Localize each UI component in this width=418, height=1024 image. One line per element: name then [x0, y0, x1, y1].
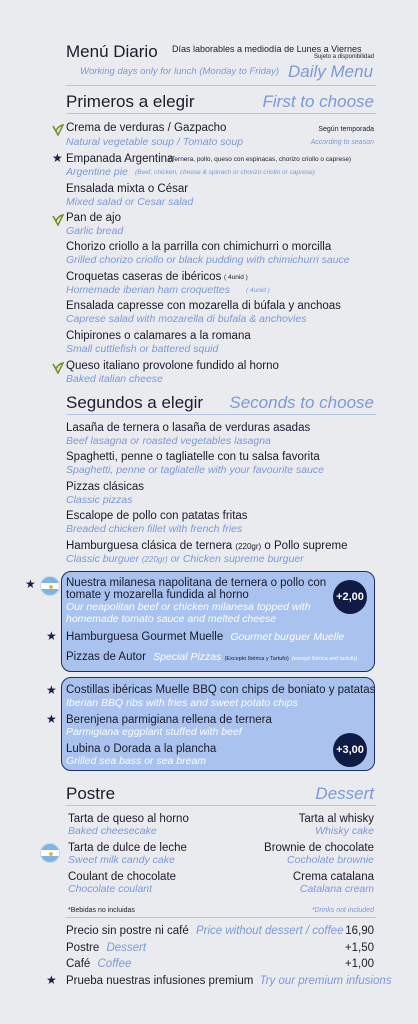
segundos-item-name: Lasaña de ternera o lasaña de verduras asadas [66, 422, 311, 434]
gourmet-burger-en: Gourmet burguer Muelle [230, 631, 345, 643]
special-pizza-en: Special Pizzas [153, 651, 222, 663]
primeros-item-name: Ensalada mixta o César [66, 183, 189, 195]
drinks-note-es: *Bebidas no incluidas [68, 907, 135, 914]
primeros-item-name: Chipirones o calamares a la romana [66, 330, 251, 342]
primeros-item-en: Garlic bread [66, 225, 124, 237]
box2-line2: Berenjena parmigiana rellena de ternera [66, 714, 272, 726]
box1-en2: homemade tomato sauce and melted cheese [66, 613, 277, 625]
dessert-left-en: Sweet milk candy cake [68, 854, 175, 866]
primeros-item-en: Small cuttlefish or battered squid [66, 343, 219, 355]
pizza-exception-es: (Excepto Ibérica y Tartufo) [224, 656, 289, 662]
segundos-title-en: Seconds to choose [229, 393, 374, 412]
vegetarian-icon [52, 214, 64, 226]
burger-weight: (220gr) [235, 542, 262, 551]
vegetarian-icon [52, 362, 64, 374]
segundos-item-en: Spaghetti, penne or tagliatelle with your favourite sauce [66, 464, 324, 476]
primeros-item-note-en: According to season [310, 139, 374, 146]
dessert-right-en: Whisky cake [315, 825, 374, 837]
price-row [66, 925, 344, 937]
price-value: +1,50 [344, 942, 374, 954]
menu-subtitle-es: Días laborables a mediodía de Lunes a Viernes [172, 44, 362, 54]
availability-note: Sujeto a disponibilidad [313, 54, 374, 60]
price-row [66, 942, 146, 954]
primeros-item-name: Croquetas caseras de ibéricos [66, 271, 222, 283]
primeros-item-en: Caprese salad with mozarella di bufala & anchovies [66, 313, 307, 325]
header-divider [66, 85, 376, 86]
special-pizza-es: Pizzas de Autor [66, 651, 146, 663]
infusions-row [66, 975, 392, 987]
primeros-title-en: First to choose [262, 92, 374, 111]
primeros-item-detail: (Ternera, pollo, queso con espinacas, chorizo criollo o caprese) [169, 156, 352, 163]
drinks-note-en: *Drinks not included [311, 907, 374, 914]
vegetarian-icon [52, 124, 64, 136]
box2-en1: Iberian BBQ ribs with fries and sweet potato chips [66, 697, 298, 709]
infusions-es: Prueba nuestras infusiones premium [66, 975, 254, 987]
segundos-item-name: Spaghetti, penne o tagliatelle con tu salsa favorita [66, 451, 320, 463]
menu-title-es: Menú Diario [66, 42, 158, 61]
postre-divider [66, 805, 376, 806]
burger-weight-en: (220gr) [141, 555, 168, 564]
price-value: +1,00 [344, 958, 374, 970]
star-icon: ★ [25, 577, 36, 591]
price-label-es: Café [66, 958, 91, 970]
primeros-item-en: Baked italian cheese [66, 373, 163, 385]
dessert-left-en: Chocolate coulant [68, 883, 153, 895]
price-value: 16,90 [345, 925, 374, 937]
price-label-en: Dessert [106, 942, 147, 954]
primeros-item-detail: ( 4unid ) [224, 274, 248, 281]
infusions-en: Try our premium infusions [259, 975, 392, 987]
segundos-item-en [66, 553, 304, 565]
primeros-item-en: Homemade iberian ham croquettes [66, 284, 231, 296]
star-icon: ★ [46, 629, 57, 643]
primeros-item-en: Natural vegetable soup / Tomato soup [66, 136, 244, 148]
price-badge-3: +3,00 [333, 733, 367, 767]
primeros-item-name: Chorizo criollo a la parrilla con chimichurri o morcilla [66, 241, 332, 253]
price-label-en: Coffee [97, 958, 132, 970]
primeros-item-name: Pan de ajo [66, 212, 121, 224]
segundos-divider [66, 414, 376, 415]
primeros-item-name: Crema de verduras / Gazpacho [66, 122, 227, 134]
primeros-item-en: Mixed salad or Cesar salad [66, 196, 194, 208]
primeros-item-note: Según temporada [318, 126, 374, 133]
star-icon: ★ [46, 683, 57, 697]
dessert-right-en: Cocholate brownie [287, 854, 374, 866]
burger-alt: o Pollo supreme [264, 540, 348, 552]
burger-alt-en: or Chicken supreme burguer [170, 553, 304, 565]
box1-line1: Nuestra milanesa napolitana de ternera o pollo con [66, 577, 327, 589]
segundos-title: Segundos a elegir [66, 393, 204, 412]
pizza-exception-en: (except ibérica and tartufo) [291, 656, 358, 662]
segundos-item-en: Breaded chicken fillet with french fries [66, 523, 243, 535]
price-label-es: Precio sin postre ni café [66, 925, 189, 937]
argentina-flag-icon [40, 576, 60, 596]
primeros-item-detail-en: ( 4unid ) [246, 287, 270, 294]
price-label-es: Postre [66, 942, 100, 954]
burger-label: Hamburguesa clásica de ternera [66, 540, 233, 552]
primeros-item-en: Argentine pie [66, 166, 128, 178]
segundos-item-en: Beef lasagna or roasted vegetables lasagna [66, 435, 271, 447]
footer-divider [66, 917, 376, 918]
primeros-item-en: Grilled chorizo criollo or black pudding with chimichurri sauce [66, 254, 350, 266]
segundos-item-name: Pizzas clásicas [66, 481, 144, 493]
box1-en1: Our neapolitan beef or chicken milanesa topped with [66, 601, 311, 613]
dessert-right-es: Tarta al whisky [298, 813, 374, 825]
box2-en3: Grilled sea bass or sea bream [66, 755, 207, 767]
dessert-left-en: Baked cheesecake [68, 825, 157, 837]
menu-title-en: Daily Menu [288, 62, 374, 81]
price-row [66, 958, 131, 970]
segundos-item-name: Escalope de pollo con patatas fritas [66, 510, 248, 522]
box2-en2: Parmigiana eggplant stuffed with beef [66, 726, 242, 738]
dessert-right-es: Crema catalana [292, 871, 374, 883]
star-icon: ★ [46, 712, 57, 726]
dessert-left-es: Tarta de queso al horno [68, 813, 189, 825]
burger-label-en: Classic burguer [66, 553, 139, 565]
box1-line2: tomate y mozarella fundida al horno [66, 589, 249, 601]
segundos-item-name [66, 540, 348, 552]
segundos-item-en: Classic pizzas [66, 494, 133, 506]
primeros-item-detail-en: (Beef, chicken, cheese & spinach or chorizo criollo or caprese) [135, 169, 315, 176]
box2-line3: Lubina o Dorada a la plancha [66, 743, 217, 755]
postre-title-en: Dessert [315, 784, 374, 803]
gourmet-burger-es: Hamburguesa Gourmet Muelle [66, 631, 224, 643]
star-icon: ★ [52, 151, 63, 165]
star-icon: ★ [46, 973, 57, 987]
primeros-item-name: Queso italiano provolone fundido al horno [66, 360, 279, 372]
argentina-flag-icon [40, 843, 60, 863]
primeros-item-name: Empanada Argentina [66, 153, 174, 165]
dessert-right-en: Catalana cream [299, 883, 374, 895]
box1-burger [66, 631, 344, 643]
dessert-left-es: Coulant de chocolate [68, 871, 177, 883]
dessert-right-es: Brownie de chocolate [264, 842, 374, 854]
price-badge-2: +2,00 [333, 580, 367, 614]
menu-subtitle-en: Working days only for lunch (Monday to Friday) [80, 66, 280, 77]
primeros-divider [66, 113, 376, 114]
primeros-item-name: Ensalada capresse con mozarella di búfala y anchoas [66, 300, 341, 312]
postre-title: Postre [66, 784, 116, 803]
dessert-left-es: Tarta de dulce de leche [68, 842, 187, 854]
primeros-title: Primeros a elegir [66, 92, 195, 111]
price-label-en: Price without dessert / coffee [195, 925, 344, 937]
box2-line1: Costillas ibéricas Muelle BBQ con chips de boniato y patatas [66, 684, 376, 696]
box1-pizza [66, 651, 357, 663]
